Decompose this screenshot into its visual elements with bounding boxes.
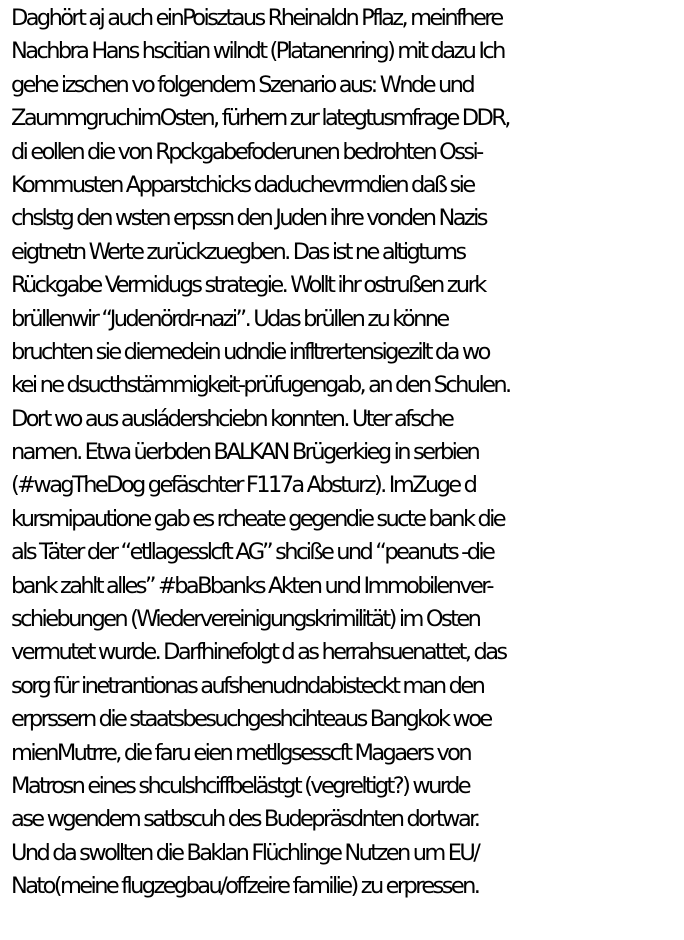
text-line-11: bruchten sie diemedein udndie infltrertensigezilt da wo (11, 338, 489, 365)
text-line-1: Daghört aj auch einPoisztaus Rheinaldn Pflaz, meinfhere (11, 5, 502, 31)
text-line-20: vermutet wurde. Darfhinefolgt d as herrahsuenattet, das (11, 639, 506, 666)
text-line-8: eigtnetn Werte zurückzuegben. Das ist ne altigtums (11, 238, 465, 265)
text-line-16: kursmipautione gab es rcheate gegendie sucte bank die (11, 505, 505, 532)
text-line-12: kei ne dsucthstämmigkeit-prüfugengab, an den Schulen. (11, 372, 510, 399)
text-line-14: namen. Etwa üerbden BALKAN Brügerkieg in serbien (11, 439, 479, 466)
text-line-13: Dort wo aus ausládershciebn konnten. Uter afsche (11, 405, 453, 432)
text-line-21: sorg für inetrantionas aufshenudndabisteckt man den (11, 672, 484, 699)
text-line-2: Nachbra Hans hscitian wilndt (Platanenring) mit dazu Ich (11, 38, 504, 65)
text-line-25: ase wgendem satbscuh des Budepräsdnten dortwar. (11, 806, 479, 833)
text-line-6: Kommusten Apparstchicks daduchevrmdien daß sie (11, 171, 474, 198)
text-line-3: gehe izschen vo folgendem Szenario aus: Wnde und (11, 71, 473, 98)
text-line-23: mienMutrre, die faru eien metllgsesscft Magaers von (11, 739, 471, 766)
handwritten-text-body (11, 2, 681, 904)
text-line-5: di eollen die von Rpckgabefoderunen bedrohten Ossi- (11, 138, 482, 165)
text-line-9: Rückgabe Vermidugs strategie. Wollt ihr ostrußen zurk (11, 272, 485, 299)
text-line-19: schiebungen (Wiedervereinigungskrimilität) im Osten (11, 606, 480, 633)
text-line-7: chslstg den wsten erpssn den Juden ihre vonden Nazis (11, 205, 486, 232)
text-line-15: (#wagTheDog gefäschter F117a Absturz). ImZuge d (11, 472, 476, 499)
text-line-24: Matrosn eines shculshciffbelästgt (vegreltigt?) wurde (11, 772, 469, 799)
text-line-27: Nato(meine flugzegbau/offzeire familie) zu erpressen. (11, 873, 479, 900)
text-line-22: erprssern die staatsbesuchgeshcihteaus Bangkok woe (11, 706, 491, 733)
text-line-17: als Täter der “etllagesslcft AG” shciße und “peanuts -die (11, 539, 494, 566)
text-line-18: bank zahlt alles” #baBbanks Akten und Immobilenver- (11, 572, 492, 599)
text-line-26: Und da swollten die Baklan Flüchlinge Nutzen um EU/ (11, 839, 479, 866)
text-line-10: brüllenwir “Judenördr-nazi”. Udas brüllen zu könne (11, 305, 448, 332)
text-line-4: ZaummgruchimOsten, fürhern zur lategtusmfrage DDR, (11, 105, 509, 132)
